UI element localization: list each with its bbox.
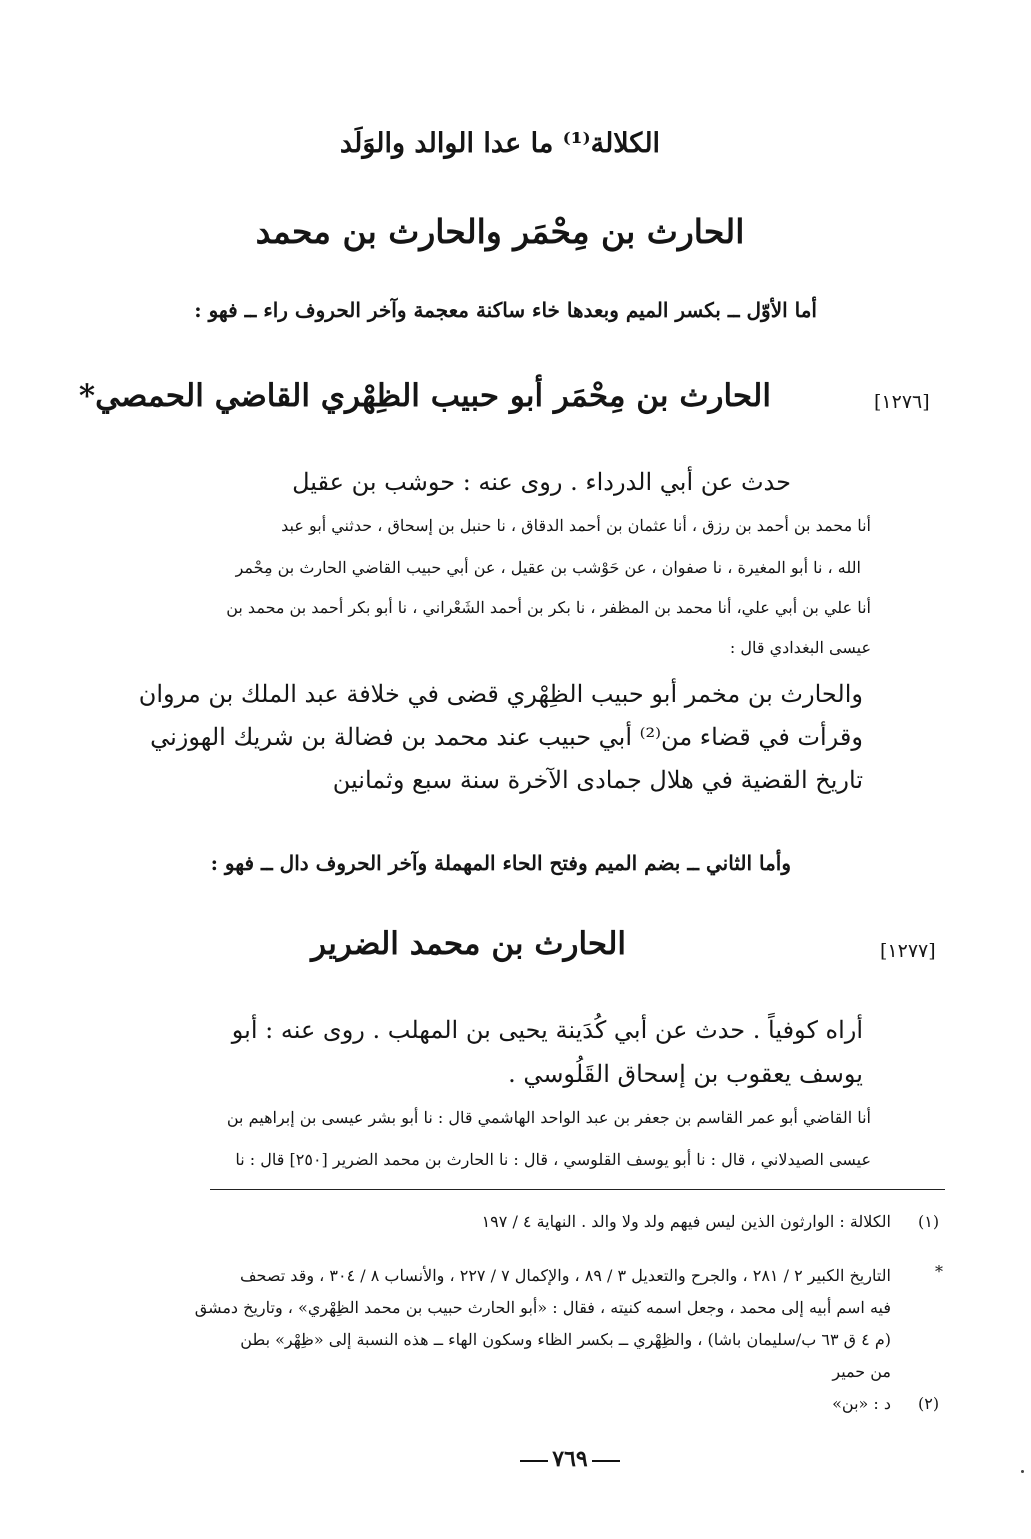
second-name-subtitle: وأما الثاني ــ بضم الميم وفتح الحاء المهملة وآخر الحروف دال ــ فهو : bbox=[210, 851, 791, 875]
scan-speck bbox=[1021, 1470, 1024, 1473]
isnad-line: عيسى البغدادي قال : bbox=[729, 638, 871, 657]
footnote-marker: (٢) bbox=[918, 1394, 940, 1413]
footnote-text: الكلالة : الوارثون الذين ليس فيهم ولد ولا والد . النهاية ٤ / ١٩٧ bbox=[481, 1212, 891, 1231]
footnote-text: (م ٤ ق ٦٣ ب/سليمان باشا) ، والظِهْري ــ بكسر الظاء وسكون الهاء ــ هذه النسبة إلى «ظِهْر» بطن bbox=[240, 1330, 891, 1349]
footnote-marker: (١) bbox=[918, 1212, 940, 1231]
first-name-subtitle: أما الأوّل ــ بكسر الميم وبعدها خاء ساكنة معجمة وآخر الحروف راء ــ فهو : bbox=[194, 298, 817, 322]
text-line: والحارث بن مخمر أبو حبيب الظِهْري قضى في خلافة عبد الملك بن مروان bbox=[138, 680, 863, 708]
isnad-line: أنا محمد بن أحمد بن رزق ، أنا عثمان بن أحمد الدقاق ، نا حنبل بن إسحاق ، حدثني أبو عبد bbox=[281, 516, 871, 535]
text-line: تاريخ القضية في هلال جمادى الآخرة سنة سبع وثمانين bbox=[332, 766, 863, 794]
entry-group-heading: الحارث بن مِحْمَر والحارث بن محمد bbox=[255, 212, 745, 251]
isnad-line: الله ، نا أبو المغيرة ، نا صفوان ، عن حَوْشب بن عقيل ، عن أبي حبيب القاضي الحارث بن مِحْمر bbox=[235, 558, 861, 577]
chapter-title: الكلالة⁽¹⁾ ما عدا الوالد والوَلَد bbox=[339, 128, 661, 159]
text-line: يوسف يعقوب بن إسحاق القَلُوسي . bbox=[508, 1060, 863, 1088]
entry-title: الحارث بن محمد الضرير bbox=[311, 926, 626, 962]
isnad-line: أنا علي بن أبي علي، أنا محمد بن المظفر ، نا بكر بن أحمد الشَعْراني ، نا أبو بكر أحمد بن محمد بن bbox=[226, 598, 871, 617]
isnad-line: أنا القاضي أبو عمر القاسم بن جعفر بن عبد الواحد الهاشمي قال : نا أبو بشر عيسى بن إبراهيم بن bbox=[226, 1108, 871, 1127]
text-line: وقرأت في قضاء من⁽²⁾ أبي حبيب عند محمد بن فضالة بن شريك الهوزني bbox=[150, 723, 863, 751]
page-number: ٧٦٩ bbox=[552, 1446, 588, 1471]
entry-number: [١٢٧٦] bbox=[874, 391, 930, 413]
footnote-star: * bbox=[935, 1262, 943, 1281]
dash-right bbox=[592, 1460, 620, 1462]
footnote-text: د : «بن» bbox=[832, 1394, 891, 1413]
footnote-text: من حمير bbox=[832, 1362, 891, 1381]
page-number-wrap bbox=[0, 1446, 1031, 1472]
footnote-text: التاريخ الكبير ٢ / ٢٨١ ، والجرح والتعديل ٣ / ٨٩ ، والإكمال ٧ / ٢٢٧ ، والأنساب ٨ / ٣٠٤ ، وقد تصحف bbox=[239, 1266, 891, 1285]
entry-number: [١٢٧٧] bbox=[880, 940, 936, 962]
entry-title: الحارث بن مِحْمَر أبو حبيب الظِهْري القاضي الحمصي* bbox=[78, 378, 771, 414]
narration-line: حدث عن أبي الدرداء . روى عنه : حوشب بن عقيل bbox=[292, 468, 791, 496]
text-line: أراه كوفياً . حدث عن أبي كُدَينة يحيى بن المهلب . روى عنه : أبو bbox=[231, 1016, 863, 1044]
isnad-line: عيسى الصيدلاني ، قال : نا أبو يوسف القلوسي ، قال : نا الحارث بن محمد الضرير [٢٥٠] قال : نا bbox=[235, 1150, 871, 1169]
footnote-text: فيه اسم أبيه إلى محمد ، وجعل اسمه كنيته ، فقال : «أبو الحارث حبيب بن محمد الظِهْري» ، وتاريخ دمشق bbox=[194, 1298, 891, 1317]
footnote-divider bbox=[210, 1189, 945, 1190]
dash-left bbox=[520, 1460, 548, 1462]
